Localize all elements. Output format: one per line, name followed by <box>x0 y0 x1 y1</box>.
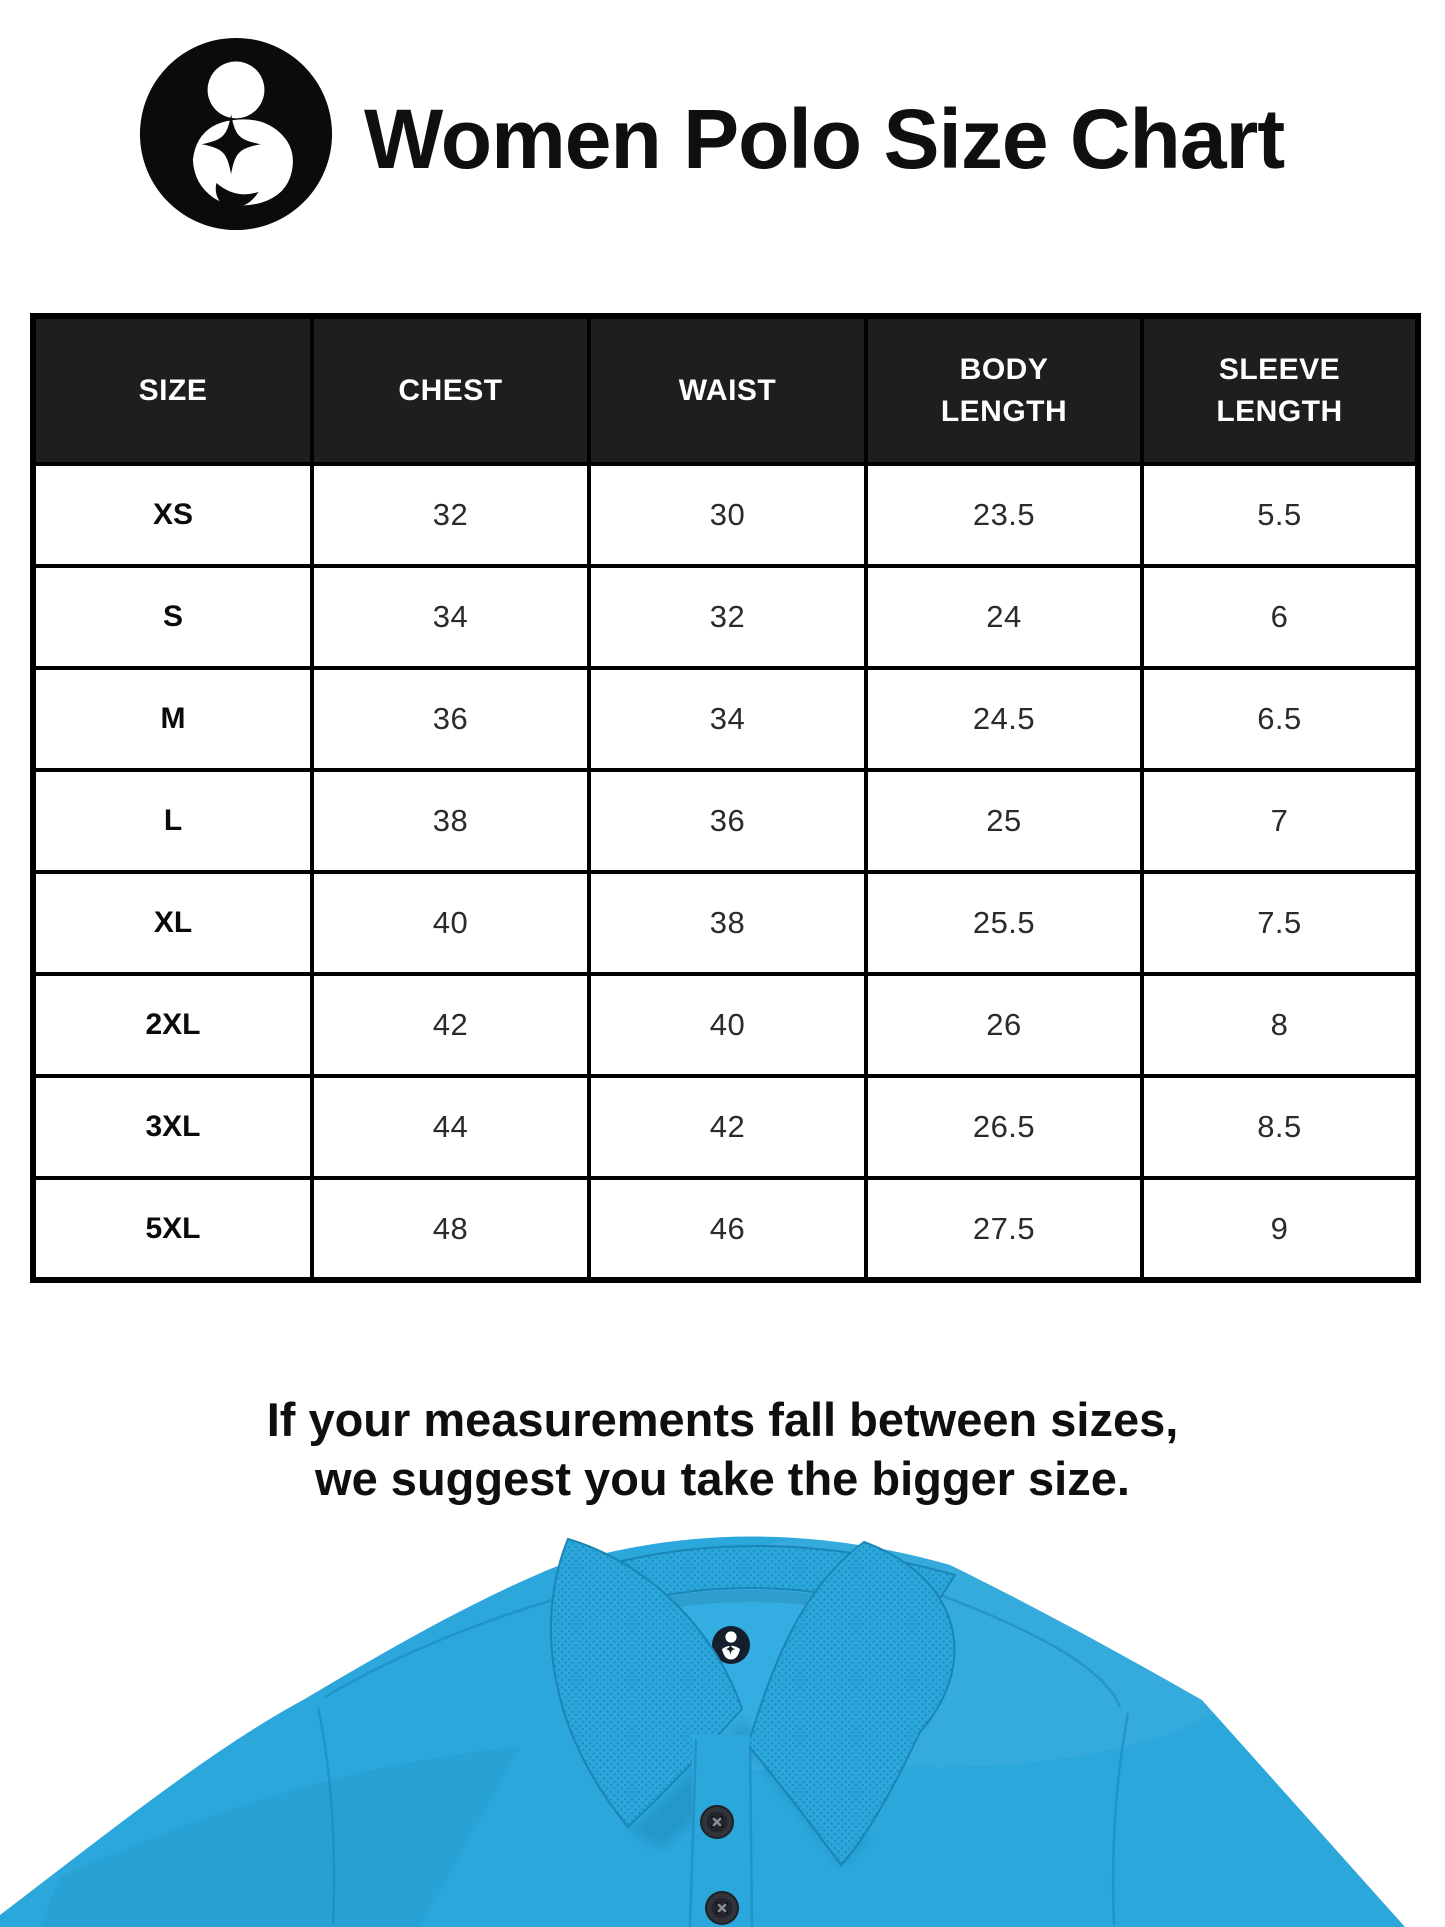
column-header-chest: CHEST <box>312 316 589 464</box>
table-cell-size: XS <box>33 464 312 566</box>
table-row <box>33 872 1418 974</box>
table-cell: 48 <box>312 1178 589 1280</box>
table-row <box>33 668 1418 770</box>
table-cell-size: 5XL <box>33 1178 312 1280</box>
table-cell: 7.5 <box>1142 872 1418 974</box>
table-cell: 24.5 <box>866 668 1142 770</box>
shirt-placket <box>690 1735 752 1927</box>
table-cell-size: 2XL <box>33 974 312 1076</box>
sizing-note <box>0 1390 1445 1508</box>
table-cell: 25 <box>866 770 1142 872</box>
table-cell: 36 <box>589 770 866 872</box>
table-cell: 8.5 <box>1142 1076 1418 1178</box>
table-cell: 44 <box>312 1076 589 1178</box>
column-header-sleeve-length: SLEEVE LENGTH <box>1142 316 1418 464</box>
table-row <box>33 974 1418 1076</box>
table-cell: 38 <box>312 770 589 872</box>
table-cell: 38 <box>589 872 866 974</box>
polo-shirt-image <box>0 1517 1445 1927</box>
table-cell-size: 3XL <box>33 1076 312 1178</box>
table-row <box>33 770 1418 872</box>
sizing-note-line-1: If your measurements fall between sizes, <box>266 1393 1179 1446</box>
table-cell: 26 <box>866 974 1142 1076</box>
table-cell: 6.5 <box>1142 668 1418 770</box>
table-cell: 34 <box>312 566 589 668</box>
column-header-waist: WAIST <box>589 316 866 464</box>
table-cell: 42 <box>589 1076 866 1178</box>
shirt-button <box>706 1892 738 1924</box>
table-cell-size: L <box>33 770 312 872</box>
mother-and-baby-logo-icon <box>138 36 334 232</box>
column-header-body-length: BODY LENGTH <box>866 316 1142 464</box>
table-cell: 26.5 <box>866 1076 1142 1178</box>
table-row <box>33 464 1418 566</box>
table-cell: 32 <box>312 464 589 566</box>
table-cell-size: M <box>33 668 312 770</box>
table-cell: 46 <box>589 1178 866 1280</box>
page-title: Women Polo Size Chart <box>364 92 1285 186</box>
table-cell: 42 <box>312 974 589 1076</box>
table-row <box>33 1178 1418 1280</box>
sizing-note-line-2: we suggest you take the bigger size. <box>315 1452 1130 1506</box>
table-cell: 34 <box>589 668 866 770</box>
table-cell-size: S <box>33 566 312 668</box>
table-header-row <box>33 316 1418 464</box>
table-row <box>33 1076 1418 1178</box>
table-cell: 23.5 <box>866 464 1142 566</box>
table-cell: 40 <box>312 872 589 974</box>
table-cell: 36 <box>312 668 589 770</box>
table-cell: 9 <box>1142 1178 1418 1280</box>
column-header-size: SIZE <box>33 316 312 464</box>
table-cell: 24 <box>866 566 1142 668</box>
shirt-button <box>701 1806 733 1838</box>
table-cell: 5.5 <box>1142 464 1418 566</box>
table-cell: 6 <box>1142 566 1418 668</box>
table-cell: 30 <box>589 464 866 566</box>
table-cell: 8 <box>1142 974 1418 1076</box>
size-chart-table <box>30 313 1421 1283</box>
table-cell-size: XL <box>33 872 312 974</box>
table-cell: 7 <box>1142 770 1418 872</box>
table-cell: 27.5 <box>866 1178 1142 1280</box>
table-cell: 32 <box>589 566 866 668</box>
table-cell: 25.5 <box>866 872 1142 974</box>
table-row <box>33 566 1418 668</box>
table-cell: 40 <box>589 974 866 1076</box>
